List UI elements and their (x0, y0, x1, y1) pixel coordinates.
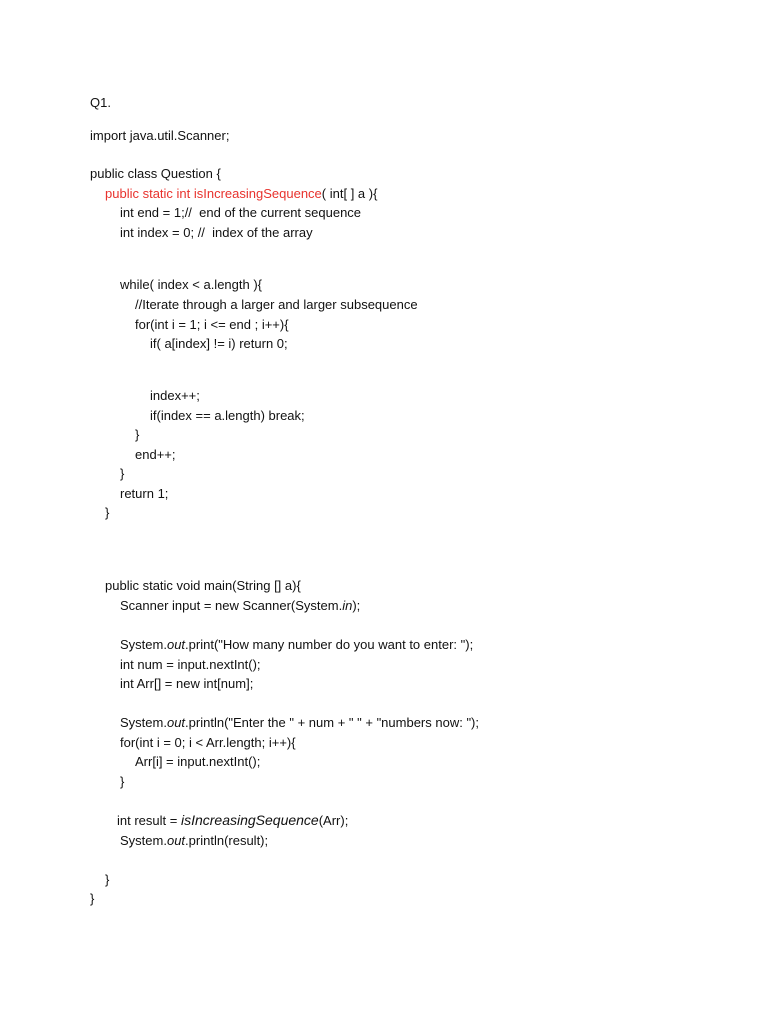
code-line-arr-assign: Arr[i] = input.nextInt(); (135, 754, 261, 769)
class-declaration: public class Question { (90, 166, 221, 181)
code-line-print (120, 637, 473, 653)
code-line-println-enter (120, 715, 479, 731)
print-system: System. (120, 637, 167, 652)
code-line-close-class: } (90, 891, 95, 906)
scanner-text: Scanner input = new Scanner(System. (120, 598, 343, 613)
print-out-italic: out (166, 637, 186, 652)
code-line-close-method: } (105, 505, 110, 520)
println1-rest: .println("Enter the " + num + " " + "numbers now: "); (185, 715, 480, 730)
code-line-close-while: } (120, 466, 125, 481)
code-line-for: for(int i = 1; i <= end ; i++){ (135, 317, 289, 332)
code-line-end-decl: int end = 1;// end of the current sequence (120, 205, 362, 220)
code-line-scanner (120, 598, 360, 614)
println1-system: System. (120, 715, 167, 730)
code-line-return: return 1; (120, 486, 169, 501)
result-call-italic: isIncreasingSequence (180, 812, 319, 828)
code-line-close-for: } (135, 427, 140, 442)
question-heading: Q1. (90, 95, 111, 110)
result-decl: int result = (117, 813, 181, 828)
code-line-for2: for(int i = 0; i < Arr.length; i++){ (120, 735, 296, 750)
import-statement: import java.util.Scanner; (90, 128, 230, 143)
code-line-if-break: if(index == a.length) break; (150, 408, 305, 423)
code-line-while: while( index < a.length ){ (120, 277, 263, 292)
code-line-arr-decl: int Arr[] = new int[num]; (120, 676, 254, 691)
code-line-index-decl: int index = 0; // index of the array (120, 225, 313, 240)
code-line-num-decl: int num = input.nextInt(); (120, 657, 261, 672)
result-args: (Arr); (318, 813, 349, 828)
scanner-end: ); (352, 598, 361, 613)
println1-out-italic: out (166, 715, 186, 730)
code-line-println-result (120, 833, 268, 849)
code-line-main-decl: public static void main(String [] a){ (105, 578, 301, 593)
code-line-comment: //Iterate through a larger and larger subsequence (135, 297, 418, 312)
println2-rest: .println(result); (185, 833, 269, 848)
println2-out-italic: out (166, 833, 186, 848)
code-line-index-inc: index++; (150, 388, 200, 403)
print-rest: .print("How many number do you want to enter: "); (185, 637, 474, 652)
code-line-close-for2: } (120, 774, 125, 789)
code-line-if-return: if( a[index] != i) return 0; (150, 336, 288, 351)
scanner-in-italic: in (342, 598, 353, 613)
method-signature-params: ( int[ ] a ){ (321, 186, 378, 201)
println2-system: System. (120, 833, 167, 848)
code-line-result (117, 812, 348, 829)
method-signature (105, 186, 377, 202)
code-line-end-inc: end++; (135, 447, 176, 462)
method-signature-highlight: public static int isIncreasingSequence (105, 186, 322, 201)
code-line-close-main: } (105, 872, 110, 887)
